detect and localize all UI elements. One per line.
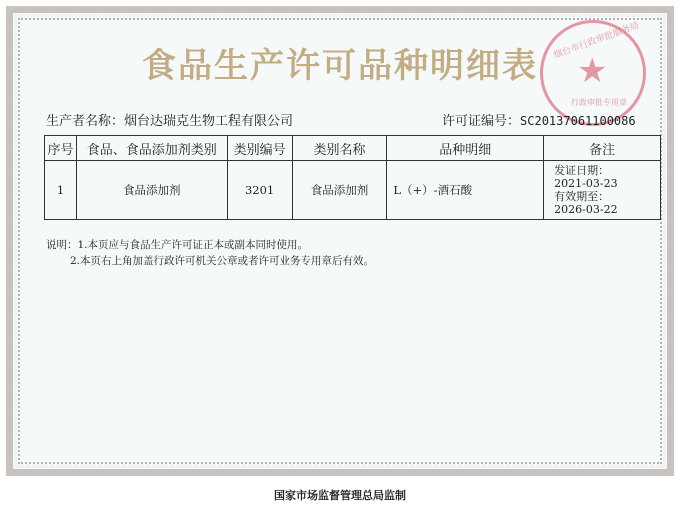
license-label: 许可证编号： [442,114,521,129]
table-header-row [45,136,661,161]
header-category: 食品、食品添加剂类别 [76,136,227,161]
note-line-1: 说明：1.本页应与食品生产许可证正本或副本同时使用。 [46,239,309,251]
header-remark: 备注 [544,136,661,161]
remark-expiry-date: 2026-03-22 [554,203,618,216]
footer-issuer: 国家市场监督管理总局监制 [274,489,406,502]
producer-name: 烟台达瑞克生物工程有限公司 [124,114,294,129]
note-line-2: 2.本页右上角加盖行政许可机关公章或者许可业务专用章后有效。 [70,255,375,267]
page-title: 食品生产许可品种明细表 [142,46,538,86]
variety-table [44,135,661,220]
seal-ring-text: 烟台市行政审批服务局 [552,20,641,62]
header-no: 序号 [45,136,77,161]
license-line [442,110,636,129]
header-name: 类别名称 [292,136,387,161]
header-code: 类别编号 [227,136,292,161]
cell-name: 食品添加剂 [292,161,387,220]
cell-remark [544,161,661,220]
header-variety: 品种明细 [387,136,544,161]
table-row [45,161,661,220]
cell-variety: L（+）-酒石酸 [387,161,544,220]
cell-code: 3201 [227,161,292,220]
seal-star-icon: ★ [577,51,608,91]
cell-category: 食品添加剂 [76,161,227,220]
remark-issue-label: 发证日期： [554,164,610,177]
cell-no: 1 [45,161,77,220]
remark-expiry-label: 有效期至： [554,190,610,203]
notes [46,237,374,269]
producer-line [46,110,293,129]
license-number: SC20137061100086 [520,114,636,128]
seal-bottom-text: 行政审批专用章 [571,98,627,107]
remark-issue-date: 2021-03-23 [554,177,618,190]
producer-label: 生产者名称： [46,114,125,129]
